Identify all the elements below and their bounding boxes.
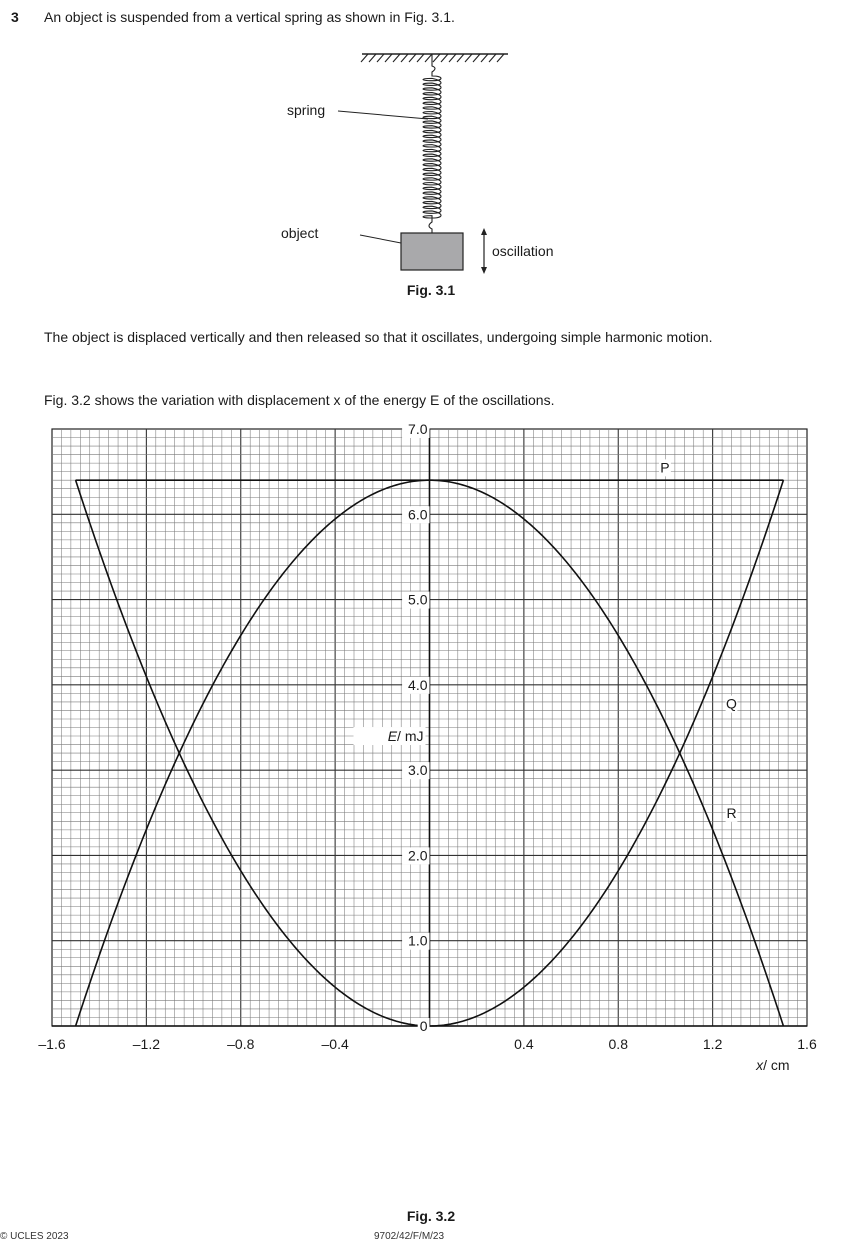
x-tick-label: –0.4 xyxy=(321,1036,349,1052)
object-label: object xyxy=(281,225,319,241)
question-para3: Fig. 3.2 shows the variation with displacement x of the energy E of the oscillations. xyxy=(44,392,555,408)
y-axis-title-unit: / mJ xyxy=(397,728,424,745)
y-tick-label: 2.0 xyxy=(408,847,428,864)
spring-label: spring xyxy=(287,102,326,118)
question-para2: The object is displaced vertically and then released so that it oscillates, undergoing simple harmonic motion. xyxy=(44,329,713,345)
fig-3-1-caption: Fig. 3.1 xyxy=(406,282,456,298)
x-tick-label: 1.2 xyxy=(702,1036,723,1052)
y-tick-label: 5.0 xyxy=(408,591,428,608)
y-axis-title xyxy=(388,728,424,744)
y-tick-label: 7.0 xyxy=(408,421,428,437)
series-q-label: Q xyxy=(726,695,737,712)
x-tick-label: 0.4 xyxy=(514,1036,534,1052)
fig-3-2-caption: Fig. 3.2 xyxy=(406,1208,456,1224)
y-tick-label: 4.0 xyxy=(408,676,428,693)
y-axis-title-var: E xyxy=(387,728,398,745)
x-tick-label: –1.2 xyxy=(132,1036,160,1052)
x-tick-label: 0.8 xyxy=(608,1036,628,1052)
y-tick-label: 0 xyxy=(419,1018,428,1034)
x-tick-label: –0.8 xyxy=(227,1036,255,1052)
x-tick-label: –1.6 xyxy=(38,1036,66,1052)
x-axis-title-var: x xyxy=(756,1057,764,1073)
question-intro: An object is suspended from a vertical spring as shown in Fig. 3.1. xyxy=(44,9,455,25)
x-tick-label: 1.6 xyxy=(797,1036,817,1052)
x-axis-title xyxy=(755,1057,789,1073)
footer-copyright: © UCLES 2023 xyxy=(0,1231,69,1242)
oscillation-label: oscillation xyxy=(492,243,554,259)
y-tick-label: 3.0 xyxy=(408,762,428,779)
footer-paper-code: 9702/42/F/M/23 xyxy=(374,1231,445,1242)
y-tick-label: 1.0 xyxy=(408,932,428,949)
series-r-label: R xyxy=(726,804,737,821)
series-p-label: P xyxy=(660,459,670,476)
question-number: 3 xyxy=(11,9,19,25)
x-axis-title-unit: / cm xyxy=(763,1057,790,1073)
y-tick-label: 6.0 xyxy=(408,506,428,523)
